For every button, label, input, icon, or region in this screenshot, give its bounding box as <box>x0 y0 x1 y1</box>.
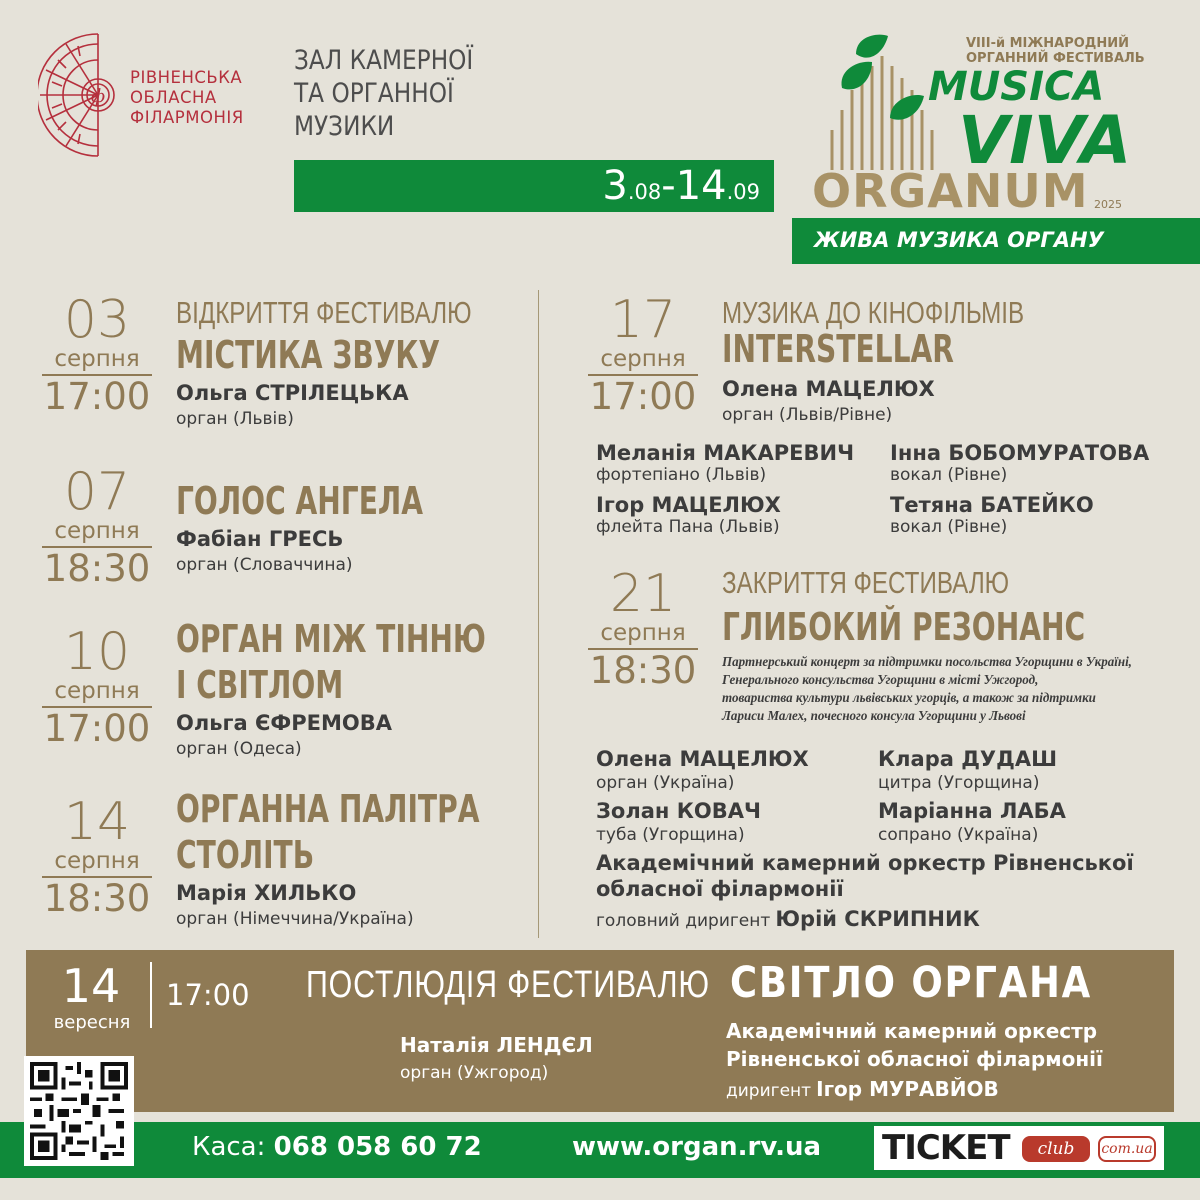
postlude-title: СВІТЛО ОРГАНА <box>730 958 1092 1008</box>
end-day: 14 <box>675 163 727 209</box>
event-date-block <box>42 622 152 750</box>
event-role: орган (Львів) <box>176 409 294 429</box>
postlude-month: вересня <box>53 1012 131 1033</box>
logo-line-3: ФІЛАРМОНІЯ <box>130 108 244 127</box>
event-performer: Марія ХИЛЬКО <box>176 881 357 905</box>
hall-line-1: ЗАЛ КАМЕРНОЇ <box>294 45 474 76</box>
postlude-conductor-line <box>726 1076 999 1102</box>
start-day: 3 <box>602 163 628 209</box>
event-title: ГОЛОС АНГЕЛА <box>176 479 424 523</box>
festival-slogan: ЖИВА МУЗИКА ОРГАНУ <box>814 228 1104 252</box>
postlude-performer: Наталія ЛЕНДЄЛ <box>400 1033 593 1057</box>
start-month: .08 <box>627 180 662 204</box>
guest-name: Інна БОБОМУРАТОВА <box>890 441 1150 465</box>
guest-name: Олена МАЦЕЛЮХ <box>596 747 809 771</box>
event-kicker: ВІДКРИТТЯ ФЕСТИВАЛЮ <box>176 295 472 330</box>
guest-role: туба (Угорщина) <box>596 825 745 845</box>
event-day: 21 <box>609 564 677 624</box>
guest-role: флейта Пана (Львів) <box>596 517 780 537</box>
hall-line-3: МУЗИКИ <box>294 111 395 142</box>
event-title-line-2: І СВІТЛОМ <box>176 663 344 707</box>
event-title-line-2: СТОЛІТЬ <box>176 833 315 877</box>
event-time: 17:00 <box>43 375 151 418</box>
event-time: 18:30 <box>589 649 697 692</box>
postlude-separator <box>150 962 152 1028</box>
logo-line-2: ОБЛАСНА <box>130 88 217 107</box>
guest-name: Маріанна ЛАБА <box>878 799 1066 823</box>
ticket-domain-badge: com.ua <box>1098 1136 1156 1162</box>
event-month: серпня <box>588 346 698 376</box>
partner-note <box>722 654 1132 726</box>
event-time: 18:30 <box>43 877 151 920</box>
guest-role: вокал (Рівне) <box>890 517 1008 537</box>
event-title: ГЛИБОКИЙ РЕЗОНАНС <box>722 605 1086 649</box>
event-date-block <box>42 290 152 418</box>
event-day: 17 <box>609 290 677 350</box>
festival-dates-bar <box>294 160 774 212</box>
postlude-orchestra-line-2: Рівненської обласної філармонії <box>726 1047 1103 1071</box>
event-performer: Олена МАЦЕЛЮХ <box>722 377 935 401</box>
event-role: орган (Німеччина/Україна) <box>176 909 414 929</box>
event-date-block <box>42 462 152 590</box>
guest-role: вокал (Рівне) <box>890 465 1008 485</box>
guest-role: цитра (Угорщина) <box>878 773 1040 793</box>
logo-line-1: РІВНЕНСЬКА <box>130 68 243 87</box>
event-month: серпня <box>42 678 152 708</box>
conductor-label: головний диригент <box>596 911 771 931</box>
event-month: серпня <box>42 346 152 376</box>
edition-line-2: ОРГАННИЙ ФЕСТИВАЛЬ <box>966 51 1145 66</box>
philharmonic-name <box>130 68 270 128</box>
event-date-block <box>42 792 152 920</box>
box-office-phone[interactable]: 068 058 60 72 <box>273 1132 482 1162</box>
column-divider <box>538 290 539 938</box>
svg-text:ф: ф <box>90 86 106 107</box>
website-link[interactable]: www.organ.rv.ua <box>572 1132 822 1162</box>
festival-dates <box>602 164 760 214</box>
event-day: 03 <box>63 290 131 350</box>
festival-year: 2025 <box>1094 198 1122 211</box>
guest-role: орган (Україна) <box>596 773 735 793</box>
event-month: серпня <box>42 848 152 878</box>
event-kicker: МУЗИКА ДО КІНОФІЛЬМІВ <box>722 295 1025 330</box>
partner-note-line: Генерального консульства Угорщини в місті Ужгород, <box>722 673 1039 688</box>
edition-line-1: VIII-й МІЖНАРОДНИЙ <box>966 36 1130 51</box>
guest-name: Тетяна БАТЕЙКО <box>890 493 1094 517</box>
event-month: серпня <box>588 620 698 650</box>
event-title: INTERSTELLAR <box>722 327 954 371</box>
event-performer: Ольга ЄФРЕМОВА <box>176 711 392 735</box>
postlude-conductor-label: диригент <box>726 1081 812 1101</box>
orchestra-line-2: обласної філармонії <box>596 877 844 901</box>
event-performer: Ольга СТРІЛЕЦЬКА <box>176 381 409 405</box>
event-day: 10 <box>63 622 131 682</box>
festival-word-viva: VIVA <box>958 102 1132 179</box>
ticket-club-logo[interactable] <box>874 1126 1164 1170</box>
event-title-line-1: ОРГАН МІЖ ТІННЮ <box>176 617 486 661</box>
postlude-conductor-name: Ігор МУРАВЙОВ <box>816 1077 999 1101</box>
guest-role: фортепіано (Львів) <box>596 465 767 485</box>
guest-name: Меланія МАКАРЕВИЧ <box>596 441 855 465</box>
hall-line-2: ТА ОРГАННОЇ <box>294 78 454 109</box>
partner-note-line: товариства культури львівських угорців, а також за підтримки <box>722 691 1096 706</box>
partner-note-line: Лариси Малех, почесного консула Угорщини у Львові <box>722 709 1026 724</box>
event-date-block <box>588 290 698 418</box>
festival-word-musica: MUSICA <box>928 64 1105 110</box>
event-time: 17:00 <box>43 707 151 750</box>
hall-title <box>294 44 518 143</box>
event-role: орган (Словаччина) <box>176 555 353 575</box>
guest-name: Ігор МАЦЕЛЮХ <box>596 493 781 517</box>
guest-name: Золан КОВАЧ <box>596 799 761 823</box>
qr-code-icon[interactable] <box>24 1056 134 1166</box>
postlude-time: 17:00 <box>166 978 250 1012</box>
dates-dash: - <box>661 163 676 209</box>
ticket-word: TICKET <box>882 1128 1010 1168</box>
event-kicker: ЗАКРИТТЯ ФЕСТИВАЛЮ <box>722 565 1010 600</box>
orchestra-line-1: Академічний камерний оркестр Рівненської <box>596 851 1134 875</box>
event-title-line-1: ОРГАННА ПАЛІТРА <box>176 787 480 831</box>
event-day: 07 <box>63 462 131 522</box>
event-role: орган (Львів/Рівне) <box>722 405 893 425</box>
event-day: 14 <box>63 792 131 852</box>
ticket-club-badge: club <box>1022 1136 1090 1162</box>
conductor-name: Юрій СКРИПНИК <box>775 907 980 931</box>
event-time: 18:30 <box>43 547 151 590</box>
event-time: 17:00 <box>589 375 697 418</box>
box-office <box>192 1132 482 1162</box>
conductor-line <box>596 906 980 932</box>
event-performer: Фабіан ГРЕСЬ <box>176 527 344 551</box>
postlude-day: 14 <box>61 959 121 1013</box>
postlude-role: орган (Ужгород) <box>400 1063 549 1083</box>
guest-role: сопрано (Україна) <box>878 825 1039 845</box>
postlude-kicker: ПОСТЛЮДІЯ ФЕСТИВАЛЮ <box>306 964 710 1006</box>
event-title: МІСТИКА ЗВУКУ <box>176 333 441 377</box>
postlude-orchestra-line-1: Академічний камерний оркестр <box>726 1019 1098 1043</box>
end-month: .09 <box>726 180 760 204</box>
festival-edition <box>966 36 1166 66</box>
partner-note-line: Партнерський концерт за підтримки посольства Угорщини в Україні, <box>722 655 1132 670</box>
guest-name: Клара ДУДАШ <box>878 747 1058 771</box>
slogan-bar <box>792 218 1200 264</box>
festival-word-organum: ORGANUM <box>812 164 1089 218</box>
event-role: орган (Одеса) <box>176 739 302 759</box>
event-date-block <box>588 564 698 692</box>
box-office-label: Каса: <box>192 1132 266 1162</box>
event-month: серпня <box>42 518 152 548</box>
